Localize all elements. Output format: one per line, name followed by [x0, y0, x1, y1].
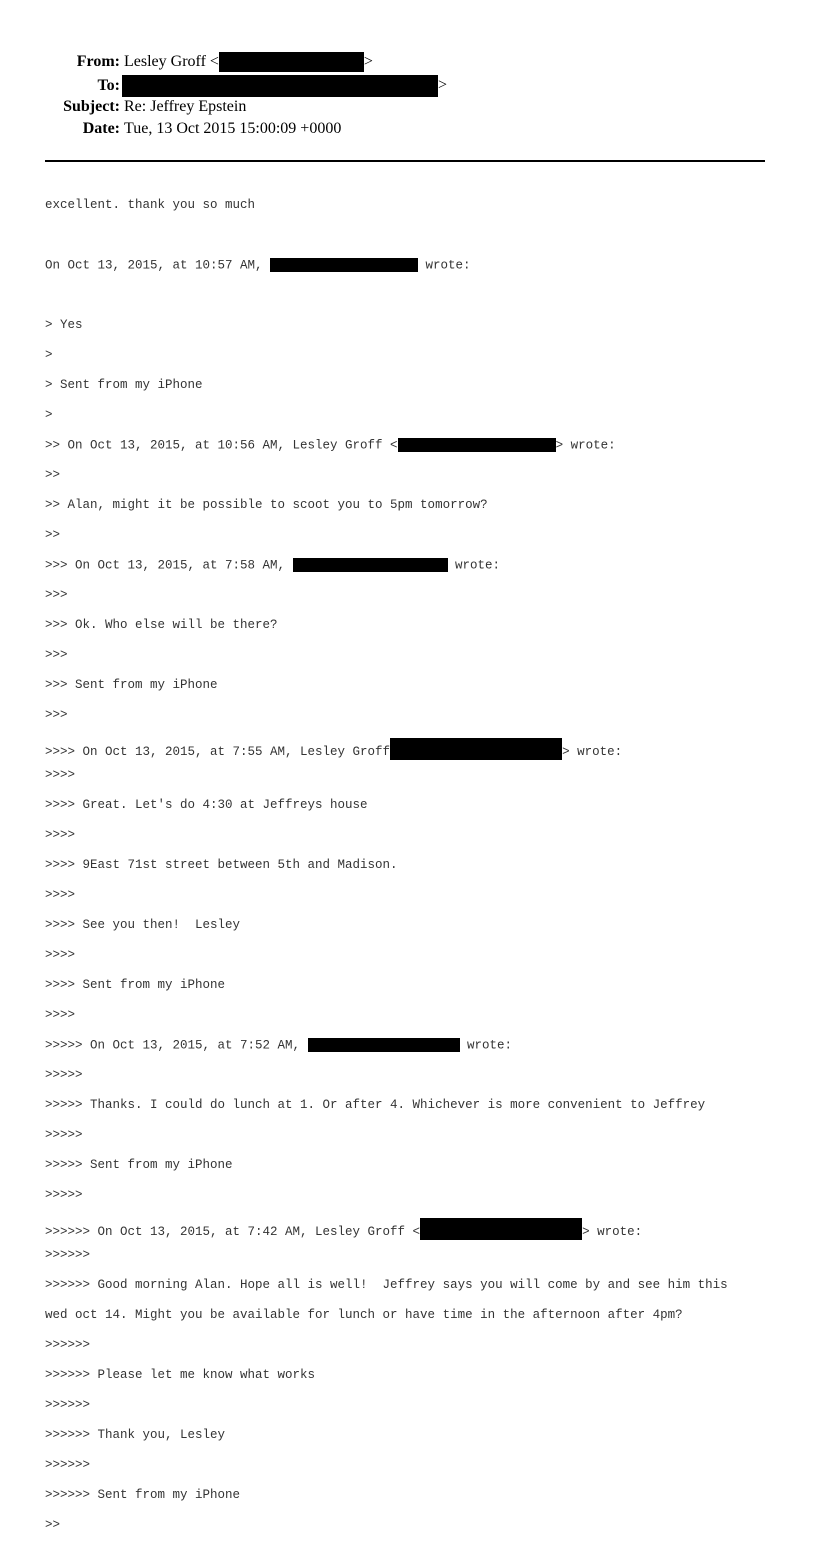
body-line: > Yes	[45, 318, 83, 332]
body-line: >>>>>> Sent from my iPhone	[45, 1488, 241, 1502]
blank-line	[45, 228, 728, 243]
body-line: >>>> 9East 71st street between 5th and Madison.	[45, 858, 398, 872]
body-line: > Sent from my iPhone	[45, 378, 203, 392]
body-text: wrote:	[459, 1038, 513, 1053]
redaction-block	[398, 438, 556, 452]
body-line: >>>>>	[45, 1128, 83, 1142]
body-line: >>>>> Sent from my iPhone	[45, 1158, 233, 1172]
body-line: >> Alan, might it be possible to scoot you to 5pm tomorrow?	[45, 498, 488, 512]
body-line: >>> Sent from my iPhone	[45, 678, 218, 692]
body-line: >>>>	[45, 1008, 76, 1022]
to-label: To:	[97, 76, 120, 94]
body-text: >>>> On Oct 13, 2015, at 7:55 AM, Lesley Groff	[45, 745, 391, 759]
body-line: >>>> Sent from my iPhone	[45, 978, 226, 992]
redaction-block	[219, 52, 364, 72]
body-text: wrote:	[447, 558, 501, 573]
body-text: > wrote:	[562, 745, 623, 759]
body-line: >>	[45, 468, 61, 482]
blank-line	[45, 288, 728, 303]
to-row	[0, 75, 447, 97]
body-line: >	[45, 408, 53, 422]
date-label: Date:	[82, 120, 120, 137]
body-line: >>>>>>	[45, 1398, 91, 1412]
body-line: excellent. thank you so much	[45, 198, 256, 212]
body-line	[45, 258, 728, 273]
redaction-block	[308, 1038, 460, 1052]
body-text: >>>>> On Oct 13, 2015, at 7:52 AM,	[45, 1038, 308, 1053]
body-line: >>>	[45, 708, 68, 722]
body-text: wrote:	[418, 258, 471, 273]
body-line: >>>>>	[45, 1068, 83, 1082]
body-line	[45, 558, 728, 573]
date-row	[0, 119, 341, 139]
body-line	[45, 438, 728, 453]
body-line: >>>>>> Please let me know what works	[45, 1368, 316, 1382]
body-line: >>	[45, 1518, 61, 1532]
body-text: >>>>>> On Oct 13, 2015, at 7:42 AM, Lesley Groff <	[45, 1225, 421, 1239]
to-tail: >	[438, 76, 448, 94]
from-value: Lesley Groff <	[124, 53, 219, 70]
body-line: >>>> See you then! Lesley	[45, 918, 241, 932]
body-line: >>>> Great. Let's do 4:30 at Jeffreys house	[45, 798, 368, 812]
body-line: wed oct 14. Might you be available for lunch or have time in the afternoon after 4pm?	[45, 1308, 683, 1322]
body-line: >>>>>>	[45, 1248, 91, 1262]
body-line: >>>>	[45, 888, 76, 902]
body-line: >>>>	[45, 828, 76, 842]
subject-row	[0, 97, 246, 117]
body-line: >>>>>> Thank you, Lesley	[45, 1428, 226, 1442]
email-body	[45, 183, 728, 1548]
body-line	[45, 738, 728, 759]
body-text: On Oct 13, 2015, at 10:57 AM,	[45, 258, 271, 273]
body-line: >>> Ok. Who else will be there?	[45, 618, 278, 632]
redaction-block	[122, 75, 438, 97]
redaction-block	[390, 738, 562, 760]
date-value: Tue, 13 Oct 2015 15:00:09 +0000	[124, 120, 342, 137]
body-text: >>> On Oct 13, 2015, at 7:58 AM,	[45, 558, 293, 573]
body-line: >>>>	[45, 768, 76, 782]
redaction-block	[420, 1218, 582, 1240]
from-tail: >	[363, 53, 373, 70]
subject-label: Subject:	[63, 98, 120, 115]
body-line	[45, 1218, 728, 1239]
body-line	[45, 1038, 728, 1053]
from-label: From:	[76, 53, 120, 70]
body-line: >>>	[45, 588, 68, 602]
body-text: >> On Oct 13, 2015, at 10:56 AM, Lesley Groff <	[45, 438, 398, 453]
body-line: >>>>>>	[45, 1458, 91, 1472]
body-line: >>>>>> Good morning Alan. Hope all is well! Jeffrey says you will come by and see him this	[45, 1278, 728, 1292]
body-line: >>	[45, 528, 61, 542]
body-line: >>>>>>	[45, 1338, 91, 1352]
redaction-block	[293, 558, 448, 572]
body-line: >>>>> Thanks. I could do lunch at 1. Or after 4. Whichever is more convenient to Jeffrey	[45, 1098, 706, 1112]
header-divider	[45, 160, 765, 162]
body-line: >	[45, 348, 53, 362]
body-line: >>>	[45, 648, 68, 662]
body-line: >>>>>	[45, 1188, 83, 1202]
subject-value: Re: Jeffrey Epstein	[124, 98, 247, 115]
body-line: >>>>	[45, 948, 76, 962]
body-text: > wrote:	[555, 438, 616, 453]
body-text: > wrote:	[582, 1225, 643, 1239]
from-row	[0, 52, 373, 72]
redaction-block	[270, 258, 418, 272]
